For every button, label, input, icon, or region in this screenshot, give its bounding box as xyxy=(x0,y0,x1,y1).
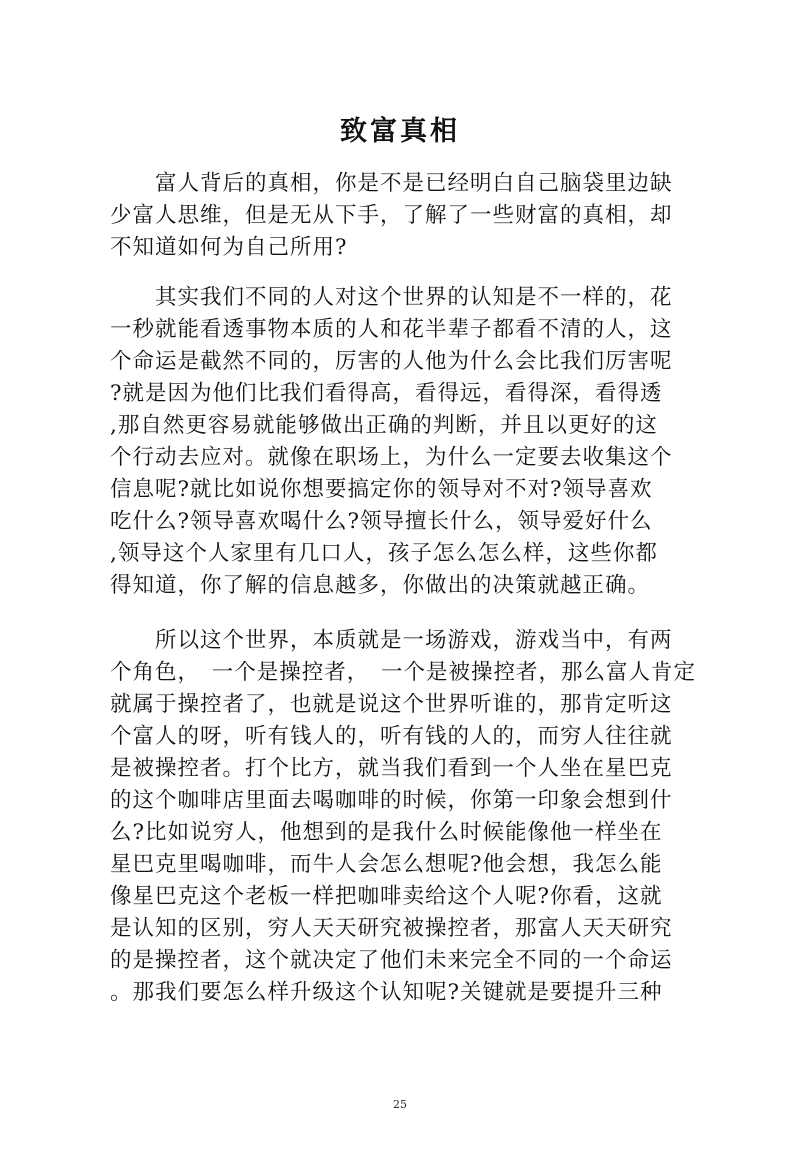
page-number: 25 xyxy=(393,1098,407,1111)
paragraph-line: 得知道，你了解的信息越多，你做出的决策就越正确。 xyxy=(110,573,651,598)
paragraph-line: 少富人思维，但是无从下手，了解了一些财富的真相，却 xyxy=(110,203,673,228)
paragraph-line: 是被操控者。打个比方，就当我们看到一个人坐在星巴克 xyxy=(110,756,673,781)
paragraph-line: 个富人的呀，听有钱人的，听有钱的人的，而穷人往往就 xyxy=(110,724,673,749)
paragraph-line: 个命运是截然不同的，厉害的人他为什么会比我们厉害呢 xyxy=(110,349,673,374)
paragraph-line: ,领导这个人家里有几口人，孩子怎么怎么样，这些你都 xyxy=(110,541,658,566)
paragraph-line: 就属于操控者了，也就是说这个世界听谁的，那肯定听这 xyxy=(110,692,673,717)
paragraph-line: 的这个咖啡店里面去喝咖啡的时候，你第一印象会想到什 xyxy=(110,788,673,813)
page-title: 致富真相 xyxy=(340,116,460,147)
paragraph-line: 星巴克里喝咖啡，而牛人会怎么想呢?他会想，我怎么能 xyxy=(110,852,663,877)
paragraph-line: 一秒就能看透事物本质的人和花半辈子都看不清的人，这 xyxy=(110,317,673,342)
paragraph-2 xyxy=(110,282,673,602)
paragraph-line: 信息呢?就比如说你想要搞定你的领导对不对?领导喜欢 xyxy=(110,477,653,502)
paragraph-line: 是认知的区别，穷人天天研究被操控者，那富人天天研究 xyxy=(110,916,673,941)
paragraph-line: 其实我们不同的人对这个世界的认知是不一样的，花 xyxy=(110,285,673,310)
paragraph-line: 么?比如说穷人，他想到的是我什么时候能像他一样坐在 xyxy=(110,820,663,845)
paragraph-line: 富人背后的真相，你是不是已经明白自己脑袋里边缺 xyxy=(110,171,673,196)
paragraph-line: 吃什么?领导喜欢喝什么?领导擅长什么，领导爱好什么 xyxy=(110,509,653,534)
paragraph-line: 不知道如何为自己所用? xyxy=(110,235,348,260)
paragraph-line: ,那自然更容易就能够做出正确的判断，并且以更好的这 xyxy=(110,413,658,438)
paragraph-1 xyxy=(110,168,673,264)
paragraph-line: 的是操控者，这个就决定了他们未来完全不同的一个命运 xyxy=(110,948,673,973)
paragraph-3 xyxy=(110,625,697,1009)
paragraph-line: 个角色， 一个是操控者， 一个是被操控者，那么富人肯定 xyxy=(110,660,697,685)
paragraph-line: ?就是因为他们比我们看得高，看得远，看得深，看得透 xyxy=(110,381,663,406)
paragraph-line: 所以这个世界，本质就是一场游戏，游戏当中，有两 xyxy=(110,628,673,653)
paragraph-line: 。那我们要怎么样升级这个认知呢?关键就是要提升三种 xyxy=(110,980,663,1005)
paragraph-line: 像星巴克这个老板一样把咖啡卖给这个人呢?你看，这就 xyxy=(110,884,663,909)
paragraph-line: 个行动去应对。就像在职场上，为什么一定要去收集这个 xyxy=(110,445,673,470)
